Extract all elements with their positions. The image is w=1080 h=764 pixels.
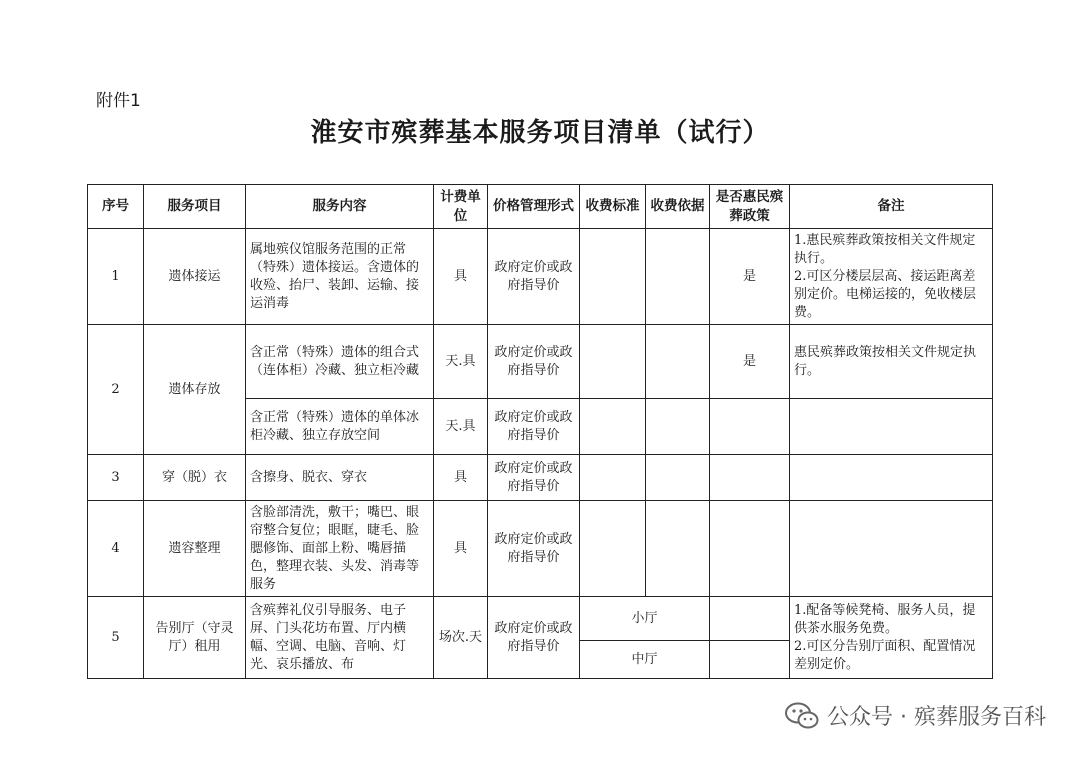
row-policy bbox=[710, 641, 790, 679]
row-item: 穿（脱）衣 bbox=[144, 455, 246, 501]
row-fee bbox=[580, 229, 646, 325]
attachment-label: 附件1 bbox=[96, 91, 141, 111]
fee-option-small-hall: 小厅 bbox=[580, 597, 710, 641]
row-policy bbox=[710, 597, 790, 641]
row-pricing: 政府定价或政府指导价 bbox=[488, 597, 580, 679]
row-basis bbox=[646, 455, 710, 501]
row-item: 遗体存放 bbox=[144, 325, 246, 455]
row-policy: 是 bbox=[710, 325, 790, 399]
header-policy: 是否惠民殡葬政策 bbox=[710, 185, 790, 229]
row-fee bbox=[580, 501, 646, 597]
row-notes bbox=[790, 455, 993, 501]
row-notes bbox=[790, 229, 993, 325]
table-row bbox=[88, 325, 993, 399]
row-no: 2 bbox=[88, 325, 144, 455]
row-policy bbox=[710, 399, 790, 455]
row-fee bbox=[580, 455, 646, 501]
row-notes bbox=[790, 597, 993, 679]
header-item: 服务项目 bbox=[144, 185, 246, 229]
row-pricing: 政府定价或政府指导价 bbox=[488, 229, 580, 325]
row-content: 含脸部清洗，敷干；嘴巴、眼帘整合复位；眼眶，睫毛、脸腮修饰、面部上粉、嘴唇描色，整理衣装、头发、消毒等服务 bbox=[246, 501, 434, 597]
table-row bbox=[88, 229, 993, 325]
header-no: 序号 bbox=[88, 185, 144, 229]
row-pricing: 政府定价或政府指导价 bbox=[488, 501, 580, 597]
row-content: 含擦身、脱衣、穿衣 bbox=[246, 455, 434, 501]
row-pricing: 政府定价或政府指导价 bbox=[488, 325, 580, 399]
row-basis bbox=[646, 325, 710, 399]
header-unit: 计费单位 bbox=[434, 185, 488, 229]
row-notes bbox=[790, 399, 993, 455]
row-unit: 场次.天 bbox=[434, 597, 488, 679]
note-line: 1.配备等候凳椅、服务人员，提供茶水服务免费。 bbox=[794, 602, 976, 636]
wechat-watermark bbox=[785, 700, 1046, 731]
watermark-text: 公众号 · 殡葬服务百科 bbox=[827, 705, 1046, 730]
fee-option-medium-hall: 中厅 bbox=[580, 641, 710, 679]
row-content: 含殡葬礼仪引导服务、电子屏、门头花坊布置、厅内横幅、空调、电脑、音响、灯光、哀乐播放、布 bbox=[246, 597, 434, 679]
note-line: 惠民殡葬政策按相关文件规定执行。 bbox=[794, 344, 977, 378]
row-basis bbox=[646, 501, 710, 597]
row-content: 属地殡仪馆服务范围的正常（特殊）遗体接运。含遗体的收殓、抬尸、装卸、运输、接运消毒 bbox=[246, 229, 434, 325]
header-pricing: 价格管理形式 bbox=[488, 185, 580, 229]
note-line: 2.可区分告别厅面积、配置情况差别定价。 bbox=[794, 638, 976, 672]
service-items-table bbox=[87, 184, 993, 679]
row-content: 含正常（特殊）遗体的单体冰柜冷藏、独立存放空间 bbox=[246, 399, 434, 455]
row-basis bbox=[646, 229, 710, 325]
row-unit: 具 bbox=[434, 455, 488, 501]
row-no: 1 bbox=[88, 229, 144, 325]
row-unit: 具 bbox=[434, 229, 488, 325]
table-row bbox=[88, 597, 993, 641]
row-fee bbox=[580, 325, 646, 399]
row-unit: 天.具 bbox=[434, 325, 488, 399]
wechat-icon bbox=[785, 702, 819, 730]
row-fee bbox=[580, 399, 646, 455]
row-item: 遗体接运 bbox=[144, 229, 246, 325]
row-policy bbox=[710, 501, 790, 597]
header-fee: 收费标准 bbox=[580, 185, 646, 229]
row-no: 5 bbox=[88, 597, 144, 679]
note-line: 1.惠民殡葬政策按相关文件规定执行。 bbox=[794, 232, 976, 266]
table-row bbox=[88, 501, 993, 597]
header-basis: 收费依据 bbox=[646, 185, 710, 229]
table-row bbox=[88, 455, 993, 501]
row-no: 3 bbox=[88, 455, 144, 501]
table-header-row bbox=[88, 185, 993, 229]
row-unit: 具 bbox=[434, 501, 488, 597]
header-notes: 备注 bbox=[790, 185, 993, 229]
document-title: 淮安市殡葬基本服务项目清单（试行） bbox=[310, 118, 770, 148]
row-item: 告别厅（守灵厅）租用 bbox=[144, 597, 246, 679]
row-item: 遗容整理 bbox=[144, 501, 246, 597]
row-no: 4 bbox=[88, 501, 144, 597]
row-basis bbox=[646, 399, 710, 455]
row-pricing: 政府定价或政府指导价 bbox=[488, 455, 580, 501]
row-notes bbox=[790, 501, 993, 597]
row-unit: 天.具 bbox=[434, 399, 488, 455]
row-pricing: 政府定价或政府指导价 bbox=[488, 399, 580, 455]
row-notes bbox=[790, 325, 993, 399]
row-policy bbox=[710, 455, 790, 501]
row-content: 含正常（特殊）遗体的组合式（连体柜）冷藏、独立柜冷藏 bbox=[246, 325, 434, 399]
note-line: 2.可区分楼层层高、接运距离差别定价。电梯运接的，免收楼层费。 bbox=[794, 268, 977, 320]
row-policy: 是 bbox=[710, 229, 790, 325]
header-content: 服务内容 bbox=[246, 185, 434, 229]
